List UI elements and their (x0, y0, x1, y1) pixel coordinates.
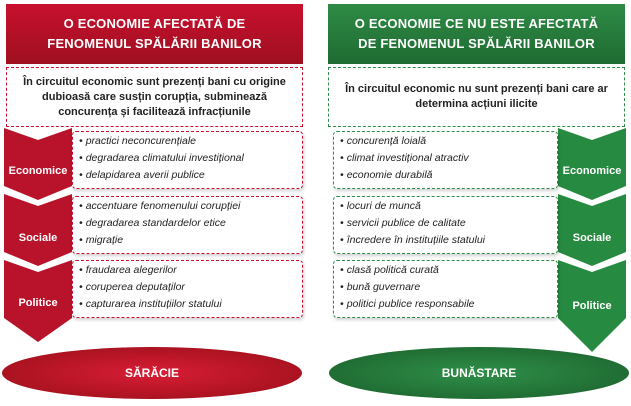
left-chevron-sociale (4, 194, 72, 266)
left-items-politice (72, 260, 303, 318)
list-item: • accentuare fenomenului corupției (79, 200, 241, 212)
list-item: • locuri de muncă (340, 200, 421, 212)
list-item: • climat investițional atractiv (340, 152, 469, 164)
right-summary-line-2: determina acțiuni ilicite (415, 98, 538, 110)
right-category-label-politice: Politice (572, 300, 612, 312)
list-item: • coruperea deputaților (79, 281, 185, 293)
right-title-line-1: O ECONOMIE CE NU ESTE AFECTATĂ (354, 16, 599, 31)
right-outcome-oval (329, 347, 629, 399)
right-title-banner (328, 4, 625, 64)
list-item: • bună guvernare (340, 281, 421, 293)
list-item: • degradarea standardelor etice (79, 217, 226, 229)
right-items-sociale (333, 196, 558, 254)
list-item: • clasă politică curată (340, 264, 439, 276)
left-outcome-oval (2, 347, 302, 399)
right-summary-line-1: În circuitul economic nu sunt prezenți bani care ar (345, 83, 608, 95)
list-item: • politici publice responsabile (340, 298, 475, 310)
list-item: • delapidarea averii publice (79, 169, 205, 181)
right-items-economice (333, 131, 558, 189)
left-title-line-2: FENOMENUL SPĂLĂRII BANILOR (47, 36, 262, 51)
list-item: • economie durabilă (340, 169, 433, 181)
right-summary-box (328, 67, 625, 127)
left-category-label-politice: Politice (18, 297, 58, 309)
left-summary-line-1: În circuitul economic sunt prezenți bani cu origine (23, 75, 286, 88)
left-category-label-sociale: Sociale (18, 232, 58, 244)
list-item: • migrație (79, 234, 124, 246)
list-item: • degradarea climatului investițional (79, 152, 244, 164)
list-item: • încredere în instituțiile statului (340, 234, 486, 246)
left-summary-line-2: dubioasă care susțin corupția, subminează (42, 90, 267, 103)
list-item: • concurență loială (340, 135, 427, 147)
left-title-banner (6, 4, 303, 64)
left-summary-line-3: concurența și facilitează infracțiunile (58, 105, 251, 118)
left-items-economice (72, 131, 303, 189)
left-outcome-label: SĂRĂCIE (124, 366, 179, 380)
list-item: • practici neconcurențiale (79, 135, 196, 147)
right-title-line-2: DE FENOMENUL SPĂLĂRII BANILOR (358, 36, 595, 51)
right-chevron-economice (558, 128, 626, 200)
right-outcome-label: BUNĂSTARE (441, 366, 517, 380)
left-summary-box (6, 67, 303, 127)
list-item: • fraudarea alegerilor (79, 264, 177, 276)
right-category-label-sociale: Sociale (572, 232, 612, 244)
list-item: • capturarea instituțiilor statului (79, 298, 222, 310)
right-chevron-sociale (558, 194, 626, 266)
left-chevron-economice (4, 128, 72, 200)
left-title-line-1: O ECONOMIE AFECTATĂ DE (63, 16, 246, 31)
left-category-label-economice: Economice (8, 165, 68, 177)
right-items-politice (333, 260, 558, 318)
list-item: • servicii publice de calitate (340, 217, 466, 229)
right-category-label-economice: Economice (562, 165, 622, 177)
left-items-sociale (72, 196, 303, 254)
